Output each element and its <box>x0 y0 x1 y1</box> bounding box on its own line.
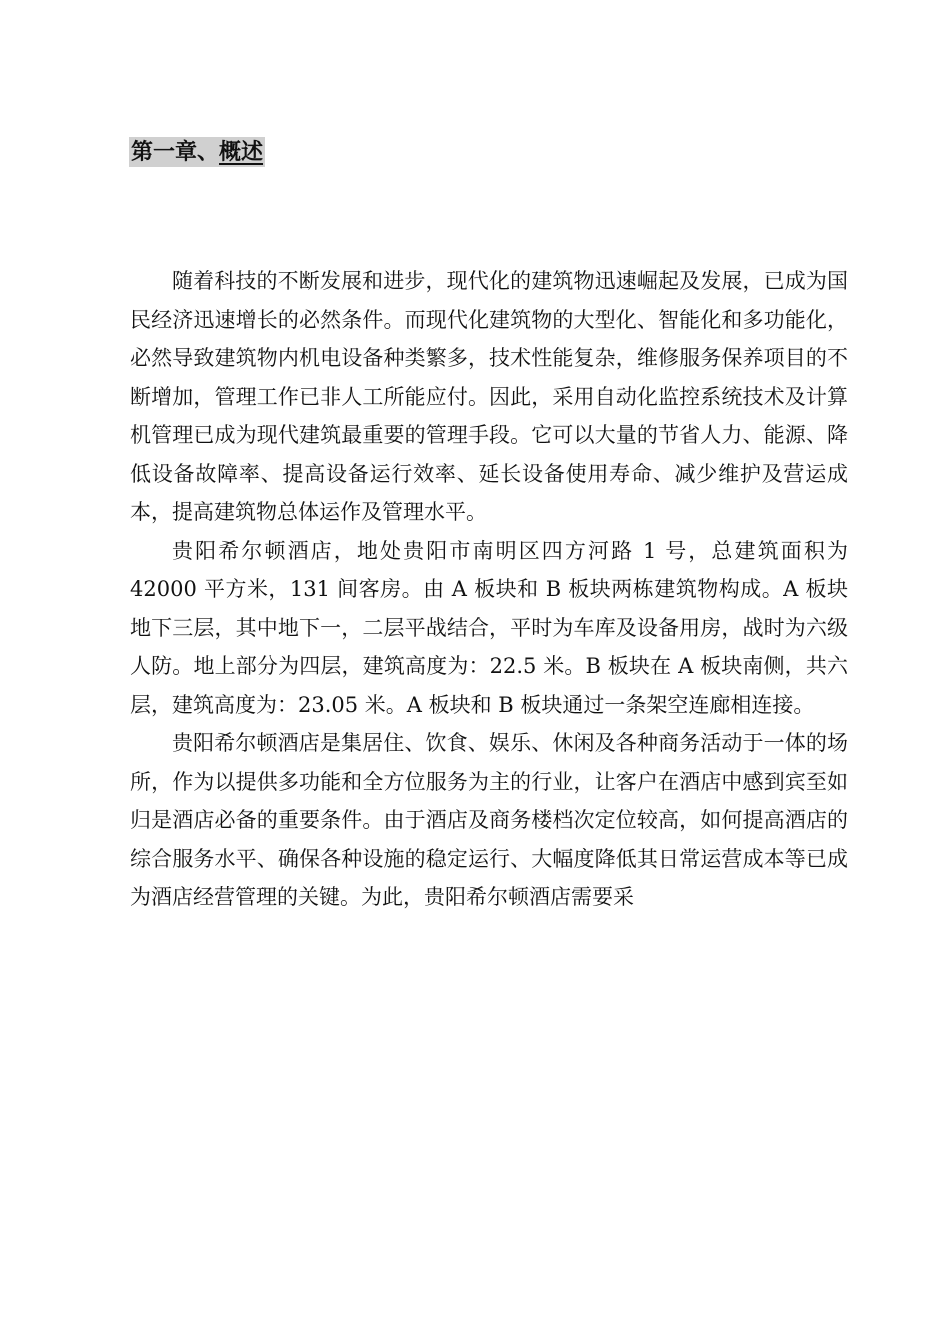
paragraph-hotel-management: 贵阳希尔顿酒店是集居住、饮食、娱乐、休闲及各种商务活动于一体的场所，作为以提供多功能和全方位服务为主的行业，让客户在酒店中感到宾至如归是酒店必备的重要条件。由于酒店及商务楼档次定位较高，如何提高酒店的综合服务水平、确保各种设施的稳定运行、大幅度降低其日常运营成本等已成为酒店经营管理的关键。为此，贵阳希尔顿酒店需要采 <box>130 731 848 909</box>
paragraph-hotel-location: 贵阳希尔顿酒店，地处贵阳市南明区四方河路 1 号，总建筑面积为 42000 平方米，131 间客房。由 A 板块和 B 板块两栋建筑物构成。A 板块地下三层，其中地下一，二层平战结合，平时为车库及设备用房，战时为六级人防。地上部分为四层，建筑高度为：22.5 米。B 板块在 A 板块南侧，共六层，建筑高度为：23.05 米。A 板块和 B 板块通过一条架空连廊相连接。 <box>130 538 848 717</box>
paragraph-intro: 随着科技的不断发展和进步，现代化的建筑物迅速崛起及发展，已成为国民经济迅速增长的必然条件。而现代化建筑物的大型化、智能化和多功能化，必然导致建筑物内机电设备种类繁多，技术性能复杂，维修服务保养项目的不断增加，管理工作已非人工所能应付。因此，采用自动化监控系统技术及计算机管理已成为现代建筑最重要的管理手段。它可以大量的节省人力、能源、降低设备故障率、提高设备运行效率、延长设备使用寿命、减少维护及营运成本，提高建筑物总体运作及管理水平。 <box>130 269 848 524</box>
chapter-number: 第一章、 <box>131 139 220 165</box>
chapter-heading <box>129 134 265 170</box>
chapter-title: 概述 <box>219 139 264 165</box>
body-text <box>130 262 848 917</box>
